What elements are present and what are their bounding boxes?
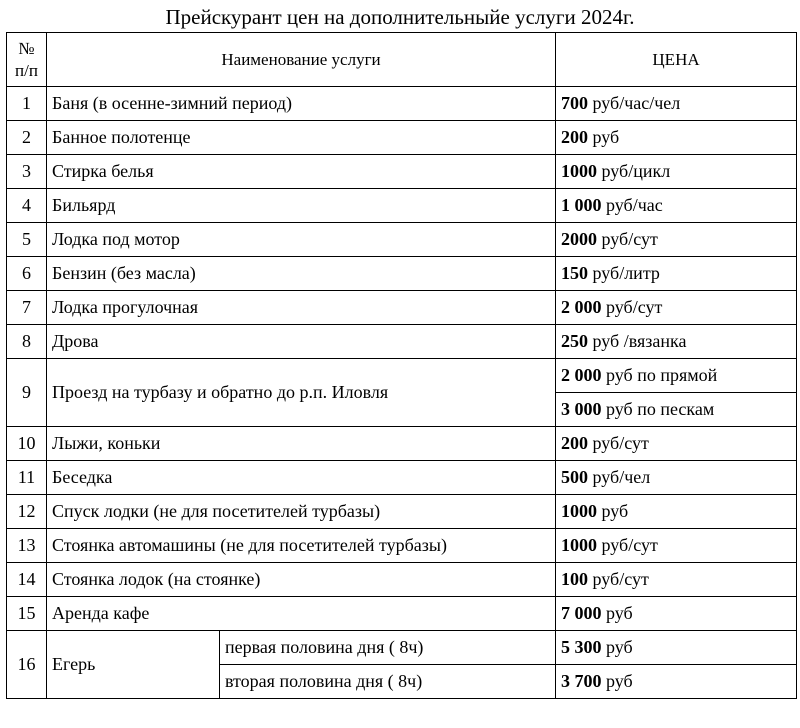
price-amount: 2 000	[561, 365, 602, 385]
price-unit: руб	[601, 671, 633, 691]
service-price	[556, 359, 797, 393]
price-unit: руб	[601, 603, 633, 623]
row-number: 15	[7, 597, 47, 631]
service-name: Проезд на турбазу и обратно до р.п. Иловля	[47, 359, 556, 427]
table-row	[7, 597, 797, 631]
price-amount: 3 000	[561, 399, 602, 419]
service-name: Аренда кафе	[47, 597, 556, 631]
header-service-name: Наименование услуги	[47, 33, 556, 87]
row-number: 7	[7, 291, 47, 325]
service-name: Егерь	[47, 631, 220, 699]
table-row	[7, 121, 797, 155]
price-unit: руб/цикл	[597, 161, 671, 181]
price-amount: 500	[561, 467, 589, 487]
price-amount: 200	[561, 127, 589, 147]
price-unit: руб/час	[601, 195, 663, 215]
service-price	[556, 631, 797, 665]
row-number: 10	[7, 427, 47, 461]
service-price	[556, 427, 797, 461]
table-row	[7, 155, 797, 189]
service-price	[556, 189, 797, 223]
table-row	[7, 257, 797, 291]
price-unit: руб	[588, 127, 620, 147]
table-row	[7, 631, 797, 665]
price-amount: 1000	[561, 535, 598, 555]
header-price: ЦЕНА	[556, 33, 797, 87]
price-unit: руб/сут	[601, 297, 663, 317]
price-unit: руб/литр	[588, 263, 660, 283]
row-number: 8	[7, 325, 47, 359]
service-option-label: вторая половина дня ( 8ч)	[220, 665, 556, 699]
service-name: Бензин (без масла)	[47, 257, 556, 291]
row-number: 2	[7, 121, 47, 155]
price-amount: 150	[561, 263, 589, 283]
price-unit: руб	[597, 501, 629, 521]
service-price	[556, 461, 797, 495]
row-number: 4	[7, 189, 47, 223]
service-price	[556, 563, 797, 597]
price-amount: 700	[561, 93, 589, 113]
row-number: 9	[7, 359, 47, 427]
row-number: 3	[7, 155, 47, 189]
row-number: 13	[7, 529, 47, 563]
table-header-row	[7, 33, 797, 87]
service-name: Беседка	[47, 461, 556, 495]
price-amount: 1000	[561, 161, 598, 181]
service-name: Банное полотенце	[47, 121, 556, 155]
service-price	[556, 121, 797, 155]
price-amount: 2 000	[561, 297, 602, 317]
table-row	[7, 563, 797, 597]
row-number: 1	[7, 87, 47, 121]
table-row	[7, 87, 797, 121]
table-row	[7, 291, 797, 325]
price-amount: 200	[561, 433, 589, 453]
price-unit: руб/чел	[588, 467, 651, 487]
service-price	[556, 597, 797, 631]
price-amount: 1000	[561, 501, 598, 521]
row-number: 12	[7, 495, 47, 529]
service-price	[556, 155, 797, 189]
row-number: 11	[7, 461, 47, 495]
table-row	[7, 223, 797, 257]
service-name: Спуск лодки (не для посетителей турбазы)	[47, 495, 556, 529]
price-amount: 100	[561, 569, 589, 589]
service-option-label: первая половина дня ( 8ч)	[220, 631, 556, 665]
service-name: Стоянка автомашины (не для посетителей турбазы)	[47, 529, 556, 563]
table-row	[7, 529, 797, 563]
row-number: 16	[7, 631, 47, 699]
service-name: Стоянка лодок (на стоянке)	[47, 563, 556, 597]
price-amount: 250	[561, 331, 589, 351]
row-number: 14	[7, 563, 47, 597]
table-row	[7, 461, 797, 495]
price-unit: руб/сут	[588, 433, 649, 453]
service-name: Лодка прогулочная	[47, 291, 556, 325]
service-price	[556, 257, 797, 291]
price-unit: руб /вязанка	[588, 331, 687, 351]
service-price	[556, 665, 797, 699]
header-number-line2: п/п	[15, 60, 38, 80]
price-unit: руб/сут	[597, 535, 658, 555]
service-name: Бильярд	[47, 189, 556, 223]
price-table	[6, 32, 797, 699]
service-price	[556, 87, 797, 121]
service-price	[556, 393, 797, 427]
header-number-line1: №	[18, 38, 35, 58]
table-row	[7, 495, 797, 529]
service-price	[556, 529, 797, 563]
price-unit: руб/сут	[588, 569, 649, 589]
table-row	[7, 359, 797, 393]
service-name: Лыжи, коньки	[47, 427, 556, 461]
price-amount: 2000	[561, 229, 598, 249]
price-unit: руб по прямой	[601, 365, 718, 385]
service-price	[556, 495, 797, 529]
price-amount: 5 300	[561, 637, 602, 657]
service-price	[556, 223, 797, 257]
row-number: 5	[7, 223, 47, 257]
table-row	[7, 189, 797, 223]
service-name: Баня (в осенне-зимний период)	[47, 87, 556, 121]
price-unit: руб по пескам	[601, 399, 715, 419]
header-number	[7, 33, 47, 87]
row-number: 6	[7, 257, 47, 291]
page-title: Прейскурант цен на дополнительныйе услуги 2024г.	[165, 5, 635, 29]
table-row	[7, 427, 797, 461]
table-row	[7, 325, 797, 359]
price-unit: руб/час/чел	[588, 93, 681, 113]
service-price	[556, 291, 797, 325]
price-unit: руб/сут	[597, 229, 658, 249]
price-amount: 1 000	[561, 195, 602, 215]
price-amount: 7 000	[561, 603, 602, 623]
service-name: Стирка белья	[47, 155, 556, 189]
price-unit: руб	[601, 637, 633, 657]
service-name: Дрова	[47, 325, 556, 359]
service-name: Лодка под мотор	[47, 223, 556, 257]
service-price	[556, 325, 797, 359]
price-amount: 3 700	[561, 671, 602, 691]
